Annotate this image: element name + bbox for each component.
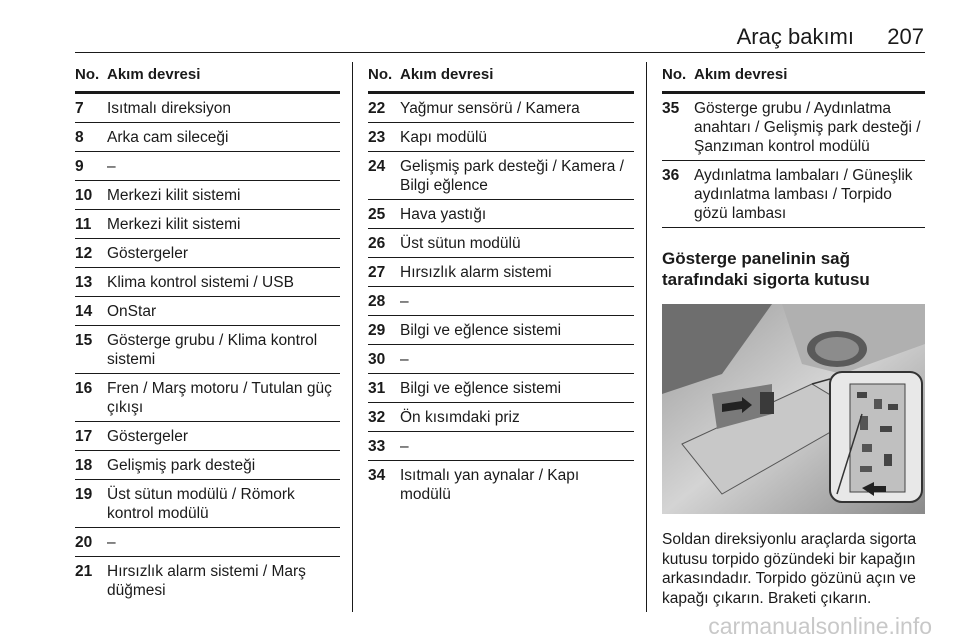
fuse-circuit: Gösterge grubu / Klima kontrol sistemi — [107, 332, 318, 368]
fuse-number: 22 — [368, 100, 386, 117]
fuse-row — [75, 480, 340, 528]
fuse-box-illustration — [662, 304, 925, 514]
fuse-number: 18 — [75, 457, 93, 474]
fuse-circuit: – — [107, 158, 116, 175]
running-header-title: Araç bakımı — [736, 24, 854, 49]
fuse-circuit: – — [107, 534, 116, 551]
fuse-circuit: Merkezi kilit sistemi — [107, 187, 241, 204]
fuse-number: 17 — [75, 428, 93, 445]
fuse-row — [75, 374, 340, 422]
fuse-row — [368, 403, 634, 432]
table-header — [75, 66, 340, 94]
fuse-box-photo — [662, 304, 925, 514]
fuse-circuit: – — [400, 438, 409, 455]
fuse-number: 34 — [368, 467, 386, 484]
fuse-row — [368, 374, 634, 403]
fuse-number: 27 — [368, 264, 386, 281]
header-no: No. — [662, 66, 687, 83]
fuse-circuit: Hava yastığı — [400, 206, 487, 223]
fuse-circuit: Arka cam sileceği — [107, 129, 229, 146]
fuse-number: 28 — [368, 293, 386, 310]
fuse-row — [75, 210, 340, 239]
fuse-row — [368, 94, 634, 123]
fuse-number: 33 — [368, 438, 386, 455]
fuse-circuit: OnStar — [107, 303, 157, 320]
fuse-number: 36 — [662, 167, 680, 184]
fuse-number: 29 — [368, 322, 386, 339]
fuse-row — [368, 258, 634, 287]
header-circuit: Akım devresi — [400, 66, 494, 83]
fuse-number: 23 — [368, 129, 386, 146]
fuse-table-column-2 — [368, 66, 634, 508]
watermark: carmanualsonline.info — [708, 613, 932, 639]
fuse-circuit: Bilgi ve eğlence sistemi — [400, 380, 562, 397]
fuse-circuit: Fren / Marş motoru / Tutulan güç çıkışı — [107, 380, 332, 416]
fuse-circuit: Bilgi ve eğlence sistemi — [400, 322, 562, 339]
fuse-number: 20 — [75, 534, 93, 551]
fuse-row — [368, 123, 634, 152]
fuse-circuit: Üst sütun modülü / Römork kontrol modülü — [107, 486, 295, 522]
fuse-number: 30 — [368, 351, 386, 368]
fuse-number: 14 — [75, 303, 93, 320]
fuse-number: 10 — [75, 187, 93, 204]
fuse-circuit: Üst sütun modülü — [400, 235, 521, 252]
fuse-circuit: Merkezi kilit sistemi — [107, 216, 241, 233]
fuse-circuit: Yağmur sensörü / Kamera — [400, 100, 580, 117]
fuse-circuit: Ön kısımdaki priz — [400, 409, 520, 426]
fuse-number: 26 — [368, 235, 386, 252]
fuse-number: 19 — [75, 486, 93, 503]
fuse-circuit: Gelişmiş park desteği / Kamera / Bilgi eğlence — [400, 158, 624, 194]
fuse-row — [368, 229, 634, 258]
fuse-number: 24 — [368, 158, 386, 175]
fuse-row — [75, 451, 340, 480]
fuse-number: 16 — [75, 380, 93, 397]
fuse-circuit: – — [400, 351, 409, 368]
table-header — [662, 66, 925, 94]
fuse-row — [368, 432, 634, 461]
figure-caption: Soldan direksiyonlu araçlarda sigorta kutusu torpido gözündeki bir kapağın arkasındadır. Torpido gözünü açın ve kapağı çıkarın. Braketi çıkarın. — [662, 531, 917, 607]
fuse-row — [662, 94, 925, 161]
fuse-circuit: Kapı modülü — [400, 129, 488, 146]
fuse-number: 32 — [368, 409, 386, 426]
fuse-row — [368, 152, 634, 200]
fuse-number: 15 — [75, 332, 93, 349]
fuse-number: 8 — [75, 129, 84, 146]
fuse-row — [662, 161, 925, 228]
header-no: No. — [368, 66, 393, 83]
fuse-row — [75, 297, 340, 326]
fuse-row — [368, 316, 634, 345]
fuse-row — [75, 268, 340, 297]
fuse-row — [75, 422, 340, 451]
fuse-circuit: Göstergeler — [107, 428, 188, 445]
fuse-number: 7 — [75, 100, 84, 117]
fuse-number: 35 — [662, 100, 680, 117]
fuse-circuit: Gelişmiş park desteği — [107, 457, 256, 474]
fuse-row — [75, 123, 340, 152]
fuse-number: 25 — [368, 206, 386, 223]
column-divider — [352, 62, 353, 612]
fuse-row — [75, 239, 340, 268]
fuse-circuit: Hırsızlık alarm sistemi — [400, 264, 552, 281]
fuse-row — [75, 326, 340, 374]
fuse-number: 12 — [75, 245, 93, 262]
fuse-row — [75, 152, 340, 181]
header-circuit: Akım devresi — [694, 66, 788, 83]
page-number: 207 — [887, 24, 924, 49]
fuse-row — [75, 557, 340, 604]
table-header — [368, 66, 634, 94]
fuse-circuit: Aydınlatma lambaları / Güneşlik aydınlatma lambası / Torpido gözü lambası — [694, 167, 913, 222]
fuse-row — [75, 528, 340, 557]
fuse-number: 21 — [75, 563, 93, 580]
header-no: No. — [75, 66, 100, 83]
fuse-circuit: Isıtmalı yan aynalar / Kapı modülü — [400, 467, 580, 503]
fuse-row — [75, 94, 340, 123]
section-heading: Gösterge panelinin sağ tarafındaki sigorta kutusu — [662, 249, 870, 289]
fuse-row — [368, 200, 634, 229]
fuse-number: 31 — [368, 380, 386, 397]
fuse-row — [75, 181, 340, 210]
column-divider — [646, 62, 647, 612]
header-circuit: Akım devresi — [107, 66, 201, 83]
fuse-number: 13 — [75, 274, 93, 291]
fuse-row — [368, 461, 634, 508]
header-rule — [75, 52, 925, 53]
fuse-row — [368, 345, 634, 374]
fuse-table-column-3 — [662, 66, 925, 608]
fuse-row — [368, 287, 634, 316]
fuse-circuit: – — [400, 293, 409, 310]
fuse-circuit: Göstergeler — [107, 245, 188, 262]
fuse-circuit: Isıtmalı direksiyon — [107, 100, 232, 117]
fuse-circuit: Hırsızlık alarm sistemi / Marş düğmesi — [107, 563, 306, 599]
fuse-number: 9 — [75, 158, 84, 175]
fuse-circuit: Klima kontrol sistemi / USB — [107, 274, 294, 291]
fuse-table-column-1 — [75, 66, 340, 604]
fuse-circuit: Gösterge grubu / Aydınlatma anahtarı / Gelişmiş park desteği / Şanzıman kontrol modülü — [694, 100, 921, 155]
fuse-number: 11 — [75, 216, 92, 233]
